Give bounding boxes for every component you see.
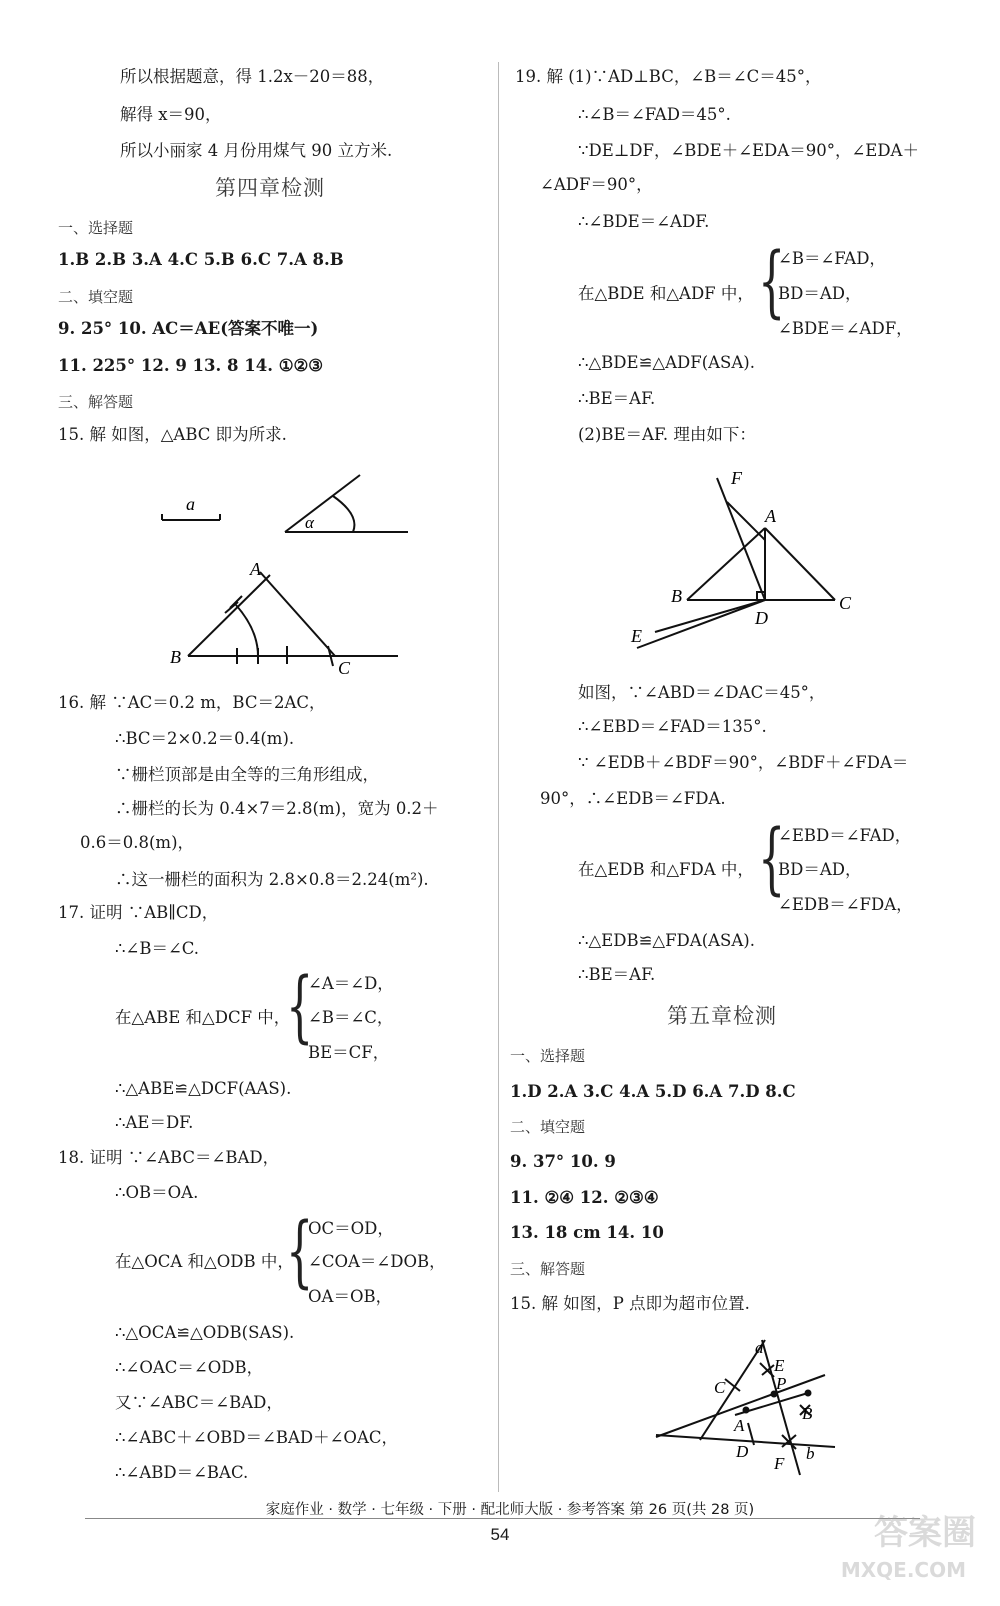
q19-in: 在△BDE 和△ADF 中，	[578, 284, 754, 303]
label-D2: D	[736, 1442, 749, 1461]
q18-brace-1: OC＝OD，	[308, 1219, 394, 1238]
section-solve-2: 三、解答题	[510, 1260, 586, 1278]
section-choice: 一、选择题	[58, 219, 134, 237]
chapter4-title: 第四章检测	[215, 176, 325, 200]
footer-rule	[85, 1518, 920, 1519]
page-number: 54	[490, 1525, 510, 1544]
q19-line-3: ∠ADF＝90°，	[540, 175, 653, 194]
q18-in: 在△OCA 和△ODB 中，	[115, 1252, 294, 1271]
q19-brace-2: {	[758, 814, 786, 904]
q19-brace-2-a: ∠EBD＝∠FAD，	[778, 826, 912, 845]
fill-answers-1: 9. 25° 10. AC＝AE(答案不唯一)	[58, 319, 319, 338]
column-divider	[498, 62, 499, 1492]
label-A: A	[250, 559, 261, 579]
section-choice-2: 一、选择题	[510, 1047, 586, 1065]
q19-line-1: ∴∠B＝∠FAD＝45°.	[578, 105, 731, 124]
q17-line-3: ∴AE＝DF.	[115, 1113, 194, 1132]
q19-line-5: ∴△BDE≌△ADF(ASA).	[578, 353, 755, 372]
q17-line-2: ∴△ABE≌△DCF(AAS).	[115, 1079, 292, 1098]
q18-line-5: ∴∠ABC＋∠OBD＝∠BAD＋∠OAC，	[115, 1428, 398, 1447]
q17-in: 在△ABE 和△DCF 中，	[115, 1008, 291, 1027]
fill-answers-2-1: 9. 37° 10. 9	[510, 1152, 616, 1171]
q16-line-4: ∴栅栏的长为 0.4×7＝2.8(m)，宽为 0.2＋	[115, 799, 439, 818]
q16-line-5: 0.6＝0.8(m)，	[80, 833, 195, 852]
q17-brace-2: ∠B＝∠C，	[308, 1008, 394, 1027]
q15-market-figure	[650, 1335, 850, 1495]
q18-line-2: ∴△OCA≌△ODB(SAS).	[115, 1323, 295, 1342]
label-B: B	[170, 647, 181, 667]
q19-brace-1-c: ∠BDE＝∠ADF，	[778, 319, 913, 338]
section-solve: 三、解答题	[58, 393, 134, 411]
label-D: D	[755, 608, 768, 628]
q18-line-6: ∴∠ABD＝∠BAC.	[115, 1463, 249, 1482]
label-C: C	[839, 593, 852, 613]
q16-line-1: 16. 解 ∵AC＝0.2 m，BC＝2AC，	[58, 693, 326, 712]
label-A2: A	[734, 1416, 745, 1435]
q19-head: 19. 解 (1)∵AD⊥BC，∠B＝∠C＝45°，	[515, 67, 822, 86]
q17-brace-3: BE＝CF，	[308, 1043, 390, 1062]
q18-line-3: ∴∠OAC＝∠ODB，	[115, 1358, 264, 1377]
q19-line-9: ∴∠EBD＝∠FAD＝135°.	[578, 717, 767, 736]
q19-line-6: ∴BE＝AF.	[578, 389, 656, 408]
q19-line-4: ∴∠BDE＝∠ADF.	[578, 212, 710, 231]
q15b-text: 15. 解 如图，P 点即为超市位置.	[510, 1294, 750, 1313]
label-A: A	[765, 506, 776, 526]
q19-triangle-figure	[625, 462, 865, 672]
section-fill-2: 二、填空题	[510, 1118, 586, 1136]
q15-construction-figure	[150, 480, 420, 680]
choice-answers: 1.B 2.B 3.A 4.C 5.B 6.C 7.A 8.B	[58, 250, 344, 269]
q19-brace-2-b: BD＝AD，	[778, 860, 862, 879]
q19-line-13: ∴BE＝AF.	[578, 965, 656, 984]
q15-text: 15. 解 如图，△ABC 即为所求.	[58, 425, 287, 444]
q16-line-2: ∴BC＝2×0.2＝0.4(m).	[115, 729, 295, 748]
q18-brace: {	[286, 1207, 314, 1297]
q19-line-12: ∴△EDB≌△FDA(ASA).	[578, 931, 755, 950]
q19-line-8: 如图，∵∠ABD＝∠DAC＝45°，	[578, 683, 826, 702]
fill-answers-2: 11. 225° 12. 9 13. 8 14. ①②③	[58, 356, 324, 375]
choice-answers-2: 1.D 2.A 3.C 4.A 5.D 6.A 7.D 8.C	[510, 1082, 796, 1101]
q17-brace-1: ∠A＝∠D，	[308, 974, 394, 993]
q19-brace-1: {	[758, 237, 786, 327]
q19-in-2: 在△EDB 和△FDA 中，	[578, 860, 754, 879]
q18-head: 18. 证明 ∵∠ABC＝∠BAD，	[58, 1148, 280, 1167]
q19-brace-1-a: ∠B＝∠FAD，	[778, 249, 886, 268]
q19-line-2: ∵DE⊥DF，∠BDE＋∠EDA＝90°，∠EDA＋	[578, 141, 919, 160]
q19-line-11: 90°，∴∠EDB＝∠FDA.	[540, 789, 726, 808]
q18-brace-2: ∠COA＝∠DOB，	[308, 1252, 446, 1271]
chapter5-title: 第五章检测	[667, 1004, 777, 1028]
q19-brace-1-b: BD＝AD，	[778, 284, 862, 303]
q16-line-6: ∴这一栅栏的面积为 2.8×0.8＝2.24(m²).	[115, 870, 429, 889]
label-alpha: α	[305, 513, 314, 532]
q19-brace-2-c: ∠EDB＝∠FDA，	[778, 895, 913, 914]
q19-line-7: (2)BE＝AF. 理由如下：	[578, 425, 756, 444]
q16-line-3: ∵栅栏顶部是由全等的三角形组成，	[115, 765, 379, 784]
q19-line-10: ∵ ∠EDB＋∠BDF＝90°，∠BDF＋∠FDA＝	[578, 753, 909, 772]
section-fill: 二、填空题	[58, 288, 134, 306]
q18-line-1: ∴OB＝OA.	[115, 1183, 199, 1202]
intro-line-2: 解得 x＝90，	[120, 105, 222, 124]
label-B2: B	[802, 1404, 813, 1423]
fill-answers-2-2: 11. ②④ 12. ②③④	[510, 1188, 659, 1207]
intro-line-3: 所以小丽家 4 月份用煤气 90 立方米.	[120, 141, 393, 160]
q18-line-4: 又∵∠ABC＝∠BAD，	[115, 1393, 283, 1412]
label-a2: a	[755, 1338, 764, 1357]
label-C2: C	[714, 1378, 726, 1397]
watermark-url: MXQE.COM	[840, 1558, 966, 1582]
q17-brace: {	[286, 962, 314, 1052]
intro-line-1: 所以根据题意，得 1.2x－20＝88，	[120, 67, 385, 86]
label-C: C	[338, 658, 351, 678]
label-B: B	[671, 586, 682, 606]
label-E: E	[631, 626, 642, 646]
watermark-logo: 答案圈	[874, 1513, 976, 1553]
q17-head: 17. 证明 ∵AB∥CD，	[58, 903, 219, 922]
label-E2: E	[774, 1356, 785, 1375]
label-a: a	[186, 494, 195, 514]
q17-line-1: ∴∠B＝∠C.	[115, 939, 200, 958]
q18-brace-3: OA＝OB，	[308, 1287, 393, 1306]
label-F2: F	[774, 1454, 785, 1473]
label-F: F	[731, 468, 742, 488]
page-footer: 家庭作业 · 数学 · 七年级 · 下册 · 配北师大版 · 参考答案 第 26 页(共 28 页)	[265, 1502, 755, 1518]
fill-answers-2-3: 13. 18 cm 14. 10	[510, 1223, 664, 1242]
label-b2: b	[806, 1444, 815, 1463]
label-P2: P	[776, 1374, 787, 1393]
